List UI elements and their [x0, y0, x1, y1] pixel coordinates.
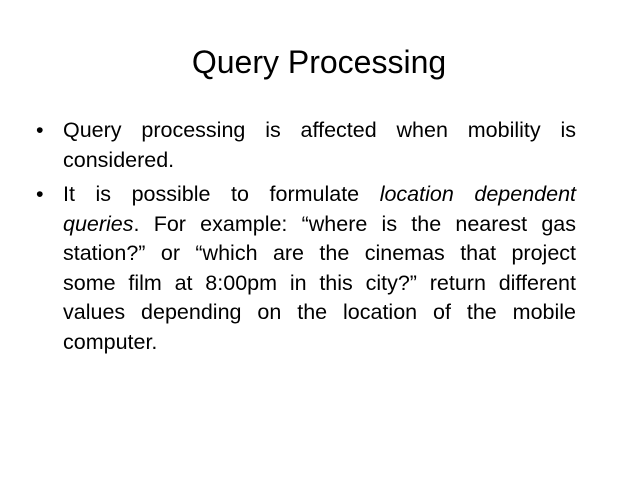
bullet-item	[36, 180, 576, 357]
bullet-marker: •	[36, 118, 44, 142]
bullet-text: Query processing is affected when mobility is considered.	[63, 118, 576, 172]
bullet-marker: •	[36, 182, 44, 206]
emphasized-term: location dependent queries	[63, 182, 576, 236]
bullet-text-prefix: It is possible to formulate	[63, 182, 380, 206]
slide-title: Query Processing	[191, 44, 447, 80]
bullet-list	[36, 116, 576, 357]
bullet-item	[36, 116, 576, 175]
bullet-text-suffix: . For example: “where is the nearest gas station?” or “which are the cinemas that project some film at 8:00pm in this city?” return different values depending on the location of the mobile computer.	[63, 211, 576, 354]
